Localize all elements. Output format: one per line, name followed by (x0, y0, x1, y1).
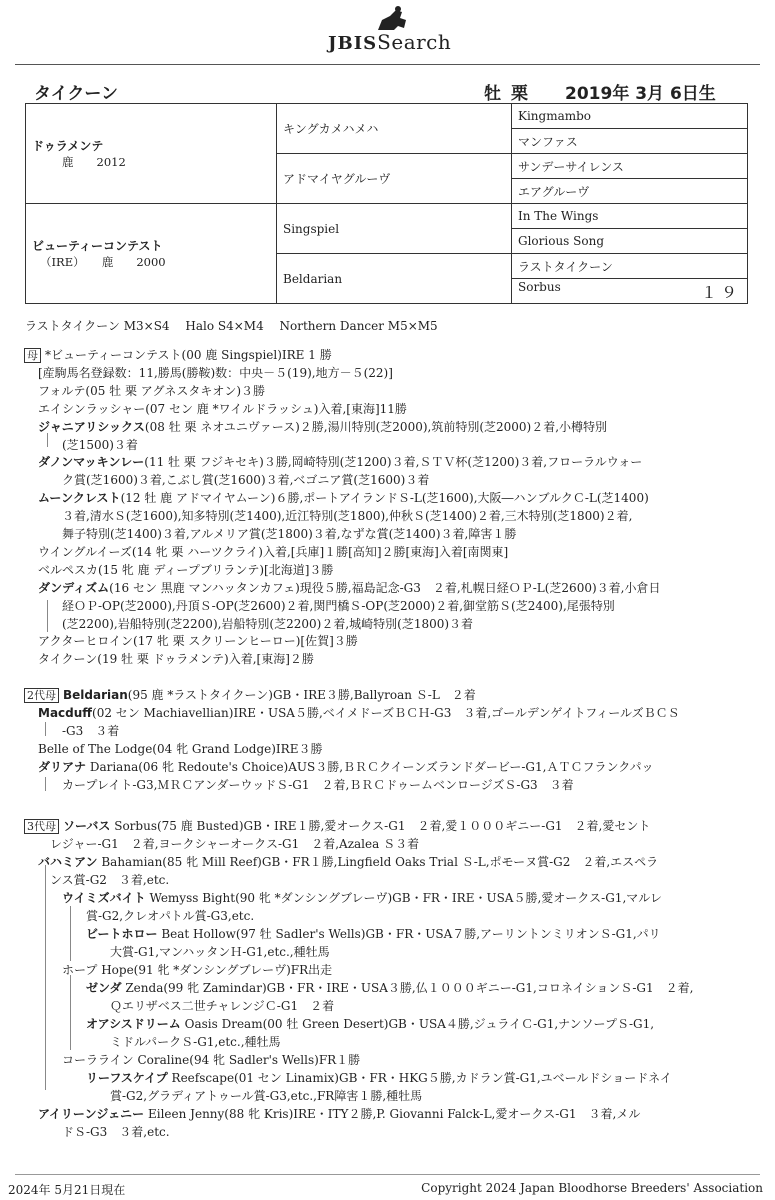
record-text: カープレイト-G3,ＭＲＣアンダーウッドＳ-G1 ２着,ＢＲＣドゥームベンロージズＳ-G3 ３着 (62, 778, 574, 792)
ggs-2[interactable]: マンファス (512, 129, 748, 154)
indent-bar (47, 600, 48, 632)
section-tag: 2代母 (24, 688, 59, 703)
indent-bar (70, 906, 71, 961)
record-line (62, 437, 138, 453)
section-tag: 3代母 (24, 819, 59, 834)
record-line (38, 419, 607, 435)
indent-bar (45, 777, 46, 791)
record-line (62, 1124, 170, 1140)
record-text: フォルテ(05 牡 栗 アグネスタキオン)３勝 (38, 383, 265, 398)
record-line (86, 1070, 672, 1086)
record-text: アクターヒロイン(17 牝 栗 スクリーンヒーロー)[佐賀]３勝 (38, 634, 358, 649)
inbreeding-line: ラストタイクーン M3×S4 Halo S4×M4 Northern Dancer M5×M5 (25, 319, 438, 333)
record-line (38, 1106, 640, 1122)
grandsire-2[interactable]: アドマイヤグルーヴ (277, 154, 512, 204)
ggs-4[interactable]: エアグルーヴ (512, 179, 748, 204)
record-text: [産駒馬名登録数：11,勝馬(勝鞍)数：中央－５(19),地方－５(22)] (38, 365, 393, 380)
bottom-rule (15, 1174, 760, 1175)
record-text: 賞-G2,グラディアトゥール賞-G3,etc.,FR障害１勝,種牡馬 (110, 1089, 423, 1103)
record-line (62, 1052, 360, 1068)
record-text: Belle of The Lodge(04 牝 Grand Lodge)IRE３勝 (38, 742, 323, 756)
ggs-6[interactable]: Glorious Song (512, 229, 748, 254)
family-number: １９ (700, 282, 741, 302)
record-text: *ビューティーコンテスト(00 鹿 Singspiel)IRE 1 勝 (45, 348, 332, 362)
logo-text: JBISSearch (328, 30, 452, 54)
record-text: Bahamian(85 牝 Mill Reef)GB・FR１勝,Lingfield Oaks Trial Ｓ-L,ポモーヌ賞-G2 ２着,エスペラ (97, 855, 659, 869)
record-text: Sorbus(75 鹿 Busted)GB・IRE１勝,愛オークス-G1 ２着,愛１０００ギニー-G1 ２着,愛セント (110, 819, 651, 833)
indent-bar (45, 865, 46, 1090)
horse-link[interactable]: Macduff (38, 706, 93, 720)
dam-name[interactable]: ビューティーコンテスト (32, 239, 163, 253)
record-line (24, 347, 332, 363)
indent-bar (45, 722, 46, 736)
ggs-1[interactable]: Kingmambo (512, 104, 748, 129)
horse-link[interactable]: ダンディズム (38, 580, 110, 595)
grandsire-3[interactable]: Singspiel (277, 204, 512, 254)
record-text: ホープ Hope(91 牝 *ダンシングブレーヴ)FR出走 (62, 963, 333, 977)
horse-birth: 2019年 3月 6日生 (565, 84, 716, 104)
record-line (50, 836, 419, 852)
record-text: Ｑエリザベス二世チャレンジＣ-G1 ２着 (110, 999, 335, 1013)
record-text: Wemyss Bight(90 牝 *ダンシングブレーヴ)GB・FR・IRE・USA５勝,愛オークス-G1,マルレ (145, 891, 662, 905)
record-text: (08 牡 栗 ネオユニヴァース)２勝,湯川特別(芝2000),筑前特別(芝2000)２着,小樽特別 (144, 419, 608, 434)
section-tag: 母 (24, 348, 41, 363)
record-line (62, 472, 429, 488)
record-text: (95 鹿 *ラストタイクーン)GB・IRE３勝,Ballyroan Ｓ-L ２着 (127, 688, 476, 702)
record-text: エイシンラッシャー(07 セン 鹿 *ワイルドラッシュ)入着,[東海]11勝 (38, 401, 407, 416)
horse-link[interactable]: アイリーンジェニー (38, 1107, 145, 1121)
footer-date: 2024年 5月21日現在 (8, 1183, 126, 1197)
top-rule (15, 64, 760, 65)
record-line (62, 598, 615, 614)
record-line (62, 616, 473, 632)
record-text: Zenda(99 牝 Zamindar)GB・FR・IRE・USA３勝,仏１０００ギニー-G1,コロネイションＳ-G1 ２着, (121, 981, 694, 995)
record-line (62, 890, 662, 906)
record-text: ク賞(芝1600)３着,こぶし賞(芝1600)３着,ベゴニア賞(芝1600)３着 (62, 473, 430, 488)
ggs-7[interactable]: ラストタイクーン (512, 254, 748, 279)
horse-link[interactable]: ビートホロー (86, 927, 158, 941)
grandsire-4[interactable]: Beldarian (277, 254, 512, 304)
record-line (50, 872, 169, 888)
record-text: (02 セン Machiavellian)IRE・USA５勝,ベイメドーズＢＣＨ-G3 ３着,ゴールデンゲイトフィールズＢＣＳ (92, 706, 680, 720)
record-line (86, 926, 661, 942)
horse-link[interactable]: ダリアナ (38, 760, 87, 774)
record-text: コーラライン Coraline(94 牝 Sadler's Wells)FR１勝 (62, 1053, 361, 1067)
record-text: Beat Hollow(97 牡 Sadler's Wells)GB・FR・USA７勝,アーリントンミリオンＳ-G1,パリ (157, 927, 661, 941)
record-line (62, 508, 632, 524)
grandsire-1[interactable]: キングカメハメハ (277, 104, 512, 154)
horse-link[interactable]: リーフスケイプ (86, 1071, 168, 1085)
record-line (38, 383, 265, 399)
record-text: 舞子特別(芝1400)３着,アルメリア賞(芝1800)３着,なずな賞(芝1400)３着,障害１勝 (62, 527, 517, 541)
record-text: Dariana(06 牝 Redoute's Choice)AUS３勝,ＢＲＣクイーンズランドダービー-G1,ＡＴＣフランクパッ (86, 760, 654, 774)
record-text: レジャー-G1 ２着,ヨークシャーオークス-G1 ２着,Azalea Ｓ３着 (50, 837, 420, 851)
horse-link[interactable]: ムーンクレスト (38, 491, 121, 506)
record-line (110, 944, 330, 960)
record-text: 経ＯＰ-OP(芝2000),丹頂Ｓ-OP(芝2600)２着,関門橋Ｓ-OP(芝2000)２着,御堂筋Ｓ(芝2400),尾張特別 (62, 598, 615, 613)
horse-sex: 牡 (484, 84, 501, 104)
record-line (38, 759, 654, 775)
horse-link[interactable]: Beldarian (63, 688, 128, 702)
record-line (38, 365, 393, 381)
record-line (62, 962, 332, 978)
sire-info: 鹿 2012 (62, 155, 126, 169)
horse-link[interactable]: ソーバス (63, 819, 111, 833)
record-line (38, 854, 658, 870)
record-line (24, 687, 476, 703)
record-line (86, 1016, 654, 1032)
record-text: Eileen Jenny(88 牝 Kris)IRE・ITY２勝,P. Giovanni Falck-L,愛オークス-G1 ３着,メル (144, 1107, 641, 1121)
record-line (38, 633, 358, 649)
record-text: -G3 ３着 (62, 724, 120, 738)
record-text: ドＳ-G3 ３着,etc. (62, 1125, 170, 1139)
record-text: ベルペスカ(15 牝 鹿 ディープブリランテ)[北海道]３勝 (38, 562, 334, 577)
horse-link[interactable]: バハミアン (38, 855, 98, 869)
ggs-8-cell (512, 279, 748, 304)
footer-copyright: Copyright 2024 Japan Bloodhorse Breeders' Association (421, 1181, 763, 1195)
record-line (62, 723, 119, 739)
record-line (86, 980, 693, 996)
record-text: (12 牡 鹿 アドマイヤムーン)６勝,ポートアイランドＳ-L(芝1600),大阪―ハンブルクＣ-L(芝1400) (120, 491, 649, 506)
indent-bar (47, 433, 48, 447)
record-text: (11 牡 栗 フジキセキ)３勝,岡崎特別(芝1200)３着,ＳＴＶ杯(芝1200)３着,フローラルウォー (144, 455, 643, 470)
record-text: (16 セン 黒鹿 マンハッタンカフェ)現役５勝,福島記念-G3 ２着,札幌日経ＯＰ-L(芝2600)３着,小倉日 (109, 580, 661, 595)
ggs-3[interactable]: サンデーサイレンス (512, 154, 748, 179)
record-line (62, 526, 516, 542)
horse-name: タイクーン (34, 84, 118, 104)
ggs-8[interactable]: Sorbus (518, 279, 561, 294)
record-text: Reefscape(01 セン Linamix)GB・FR・HKG５勝,カドラン賞-G1,ユベールドショードネイ (167, 1071, 672, 1085)
record-line (86, 908, 254, 924)
horse-link[interactable]: オアシスドリーム (86, 1017, 181, 1031)
sire-cell (26, 104, 277, 204)
horse-color: 栗 (511, 84, 528, 104)
record-text: (芝2200),岩船特別(芝2200),岩船特別(芝2200)２着,城崎特別(芝1800)３着 (62, 616, 474, 631)
record-text: ミドルパークＳ-G1,etc.,種牡馬 (110, 1035, 281, 1049)
record-line (110, 998, 334, 1014)
horse-link[interactable]: ウイミズバイト (62, 891, 146, 905)
record-line (24, 818, 650, 834)
record-line (38, 401, 407, 417)
jbis-logo[interactable] (328, 6, 458, 52)
ggs-5[interactable]: In The Wings (512, 204, 748, 229)
record-line (62, 777, 574, 793)
record-line (110, 1034, 281, 1050)
record-line (38, 544, 508, 560)
horse-link[interactable]: ジャニアリシックス (38, 419, 145, 434)
record-line (38, 651, 314, 667)
pedigree-table (25, 103, 748, 304)
record-text: ンス賞-G2 ３着,etc. (50, 873, 170, 887)
record-text: ３着,清水Ｓ(芝1600),知多特別(芝1400),近江特別(芝1800),仲秋Ｓ(芝1400)２着,三木特別(芝1800)２着, (62, 509, 633, 524)
record-text: タイクーン(19 牡 栗 ドゥラメンテ)入着,[東海]２勝 (38, 652, 314, 667)
record-text: ウイングルイーズ(14 牝 栗 ハーツクライ)入着,[兵庫]１勝[高知]２勝[東海]入着[南関東] (38, 544, 509, 559)
indent-bar (70, 975, 71, 1050)
record-line (38, 454, 642, 470)
record-line (110, 1088, 422, 1104)
record-line (38, 580, 660, 596)
record-text: Oasis Dream(00 牡 Green Desert)GB・USA４勝,ジュライＣ-G1,ナンソープＳ-G1, (180, 1017, 655, 1031)
record-line (38, 490, 649, 506)
dam-info: （IRE） 鹿 2000 (40, 255, 166, 269)
record-text: (芝1500)３着 (62, 437, 138, 452)
horse-link[interactable]: ゼンダ (86, 981, 122, 995)
record-text: 賞-G2,クレオパトル賞-G3,etc. (86, 909, 255, 923)
sire-name[interactable]: ドゥラメンテ (32, 139, 104, 153)
horse-link[interactable]: ダノンマッキンレー (38, 455, 145, 470)
record-line (38, 741, 322, 757)
record-line (38, 562, 333, 578)
dam-cell (26, 204, 277, 304)
record-text: 大賞-G1,マンハッタンＨ-G1,etc.,種牡馬 (110, 945, 330, 959)
record-line (38, 705, 680, 721)
